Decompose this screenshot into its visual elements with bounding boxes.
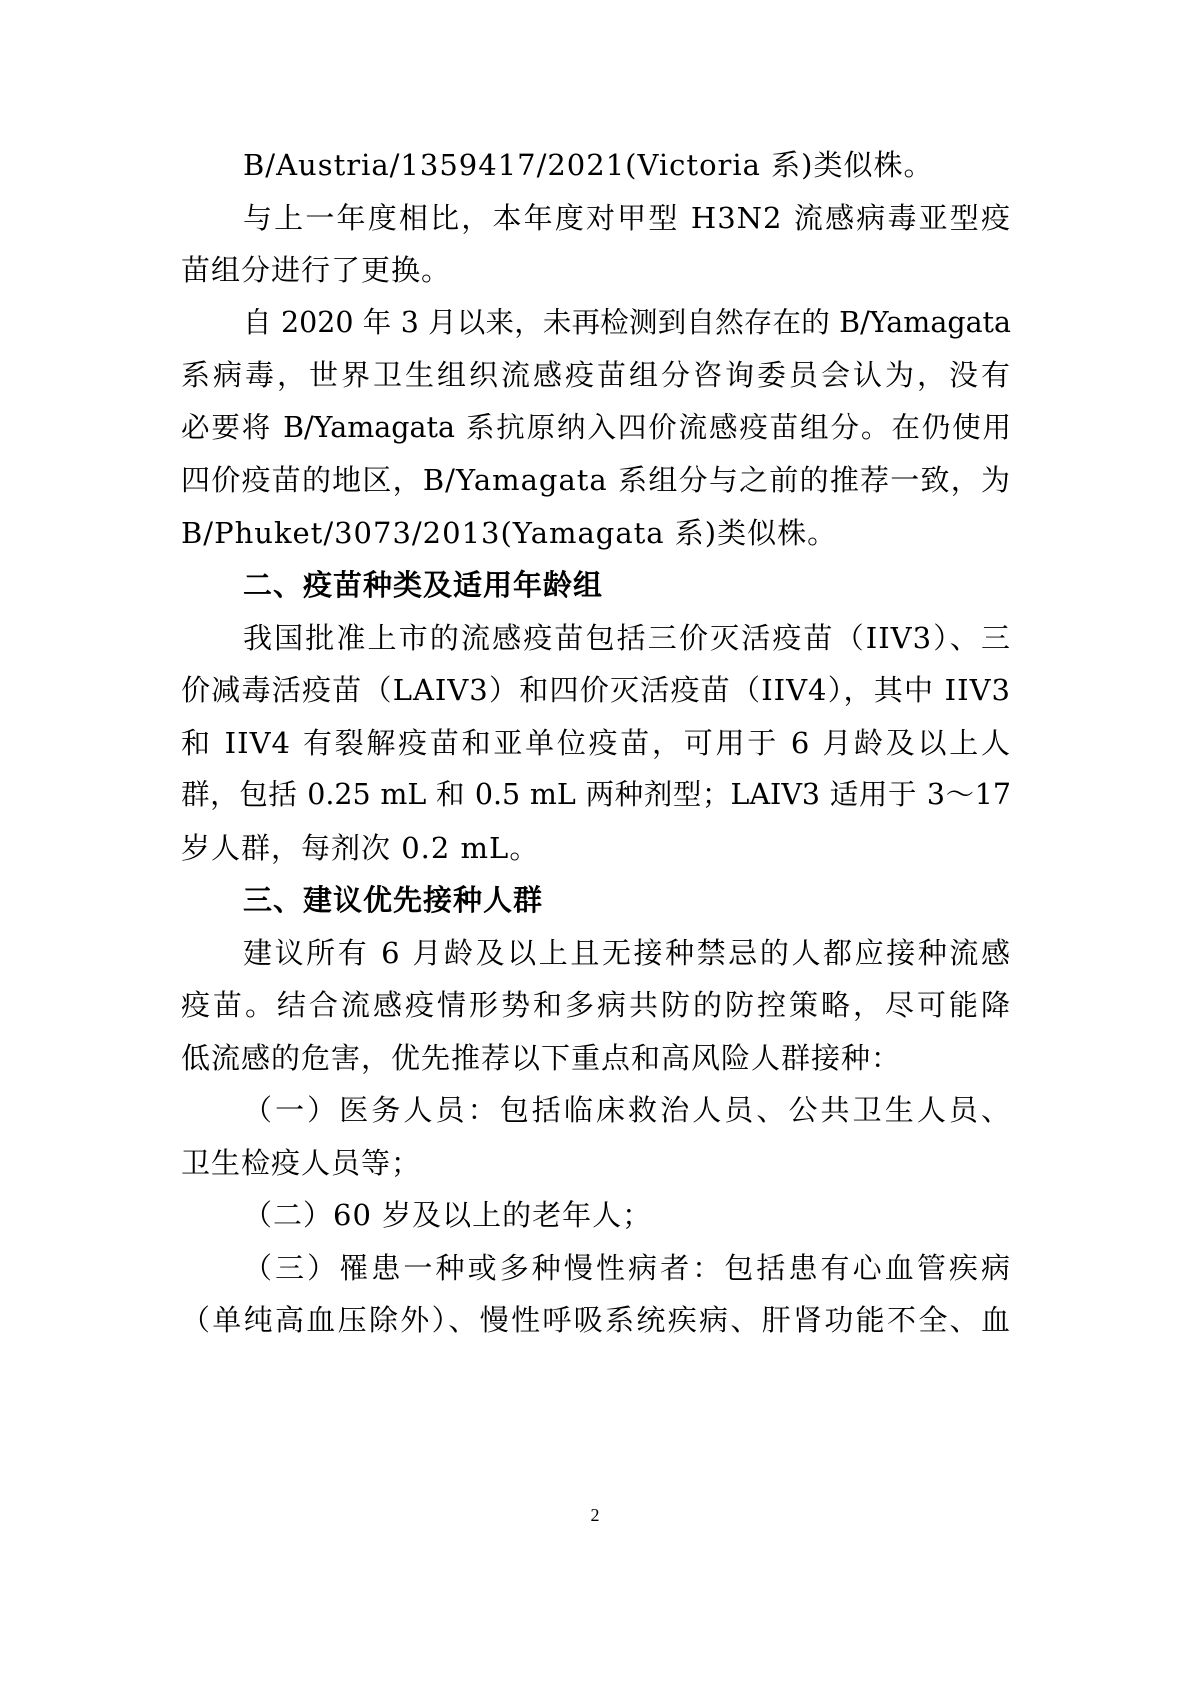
text-line: 价减毒活疫苗（LAIV3）和四价灭活疫苗（IIV4），其中 IIV3 xyxy=(181,673,1011,707)
text-line: 卫生检疫人员等； xyxy=(181,1146,422,1180)
section-heading: 三、建议优先接种人群 xyxy=(243,883,544,917)
section-heading: 二、疫苗种类及适用年龄组 xyxy=(243,568,604,602)
text-line: （二）60 岁及以上的老年人； xyxy=(243,1198,653,1232)
text-line: 四价疫苗的地区，B/Yamagata 系组分与之前的推荐一致，为 xyxy=(181,463,1011,497)
text-line: （三）罹患一种或多种慢性病者：包括患有心血管疾病 xyxy=(243,1251,1011,1285)
text-line: 和 IIV4 有裂解疫苗和亚单位疫苗，可用于 6 月龄及以上人 xyxy=(181,726,1011,760)
text-line: 与上一年度相比，本年度对甲型 H3N2 流感病毒亚型疫 xyxy=(243,201,1011,235)
text-line: 建议所有 6 月龄及以上且无接种禁忌的人都应接种流感 xyxy=(243,936,1011,970)
page-number: 2 xyxy=(590,1505,600,1525)
text-line: 低流感的危害，优先推荐以下重点和高风险人群接种： xyxy=(181,1041,902,1075)
text-line: 群，包括 0.25 mL 和 0.5 mL 两种剂型；LAIV3 适用于 3～17 xyxy=(181,778,1011,811)
text-line: B/Austria/1359417/2021(Victoria 系)类似株。 xyxy=(243,148,934,182)
text-line: 疫苗。结合流感疫情形势和多病共防的防控策略，尽可能降 xyxy=(181,988,1011,1022)
text-line: 我国批准上市的流感疫苗包括三价灭活疫苗（IIV3）、三 xyxy=(243,621,1011,655)
text-line: （单纯高血压除外）、慢性呼吸系统疾病、肝肾功能不全、血 xyxy=(181,1303,1011,1337)
text-line: 必要将 B/Yamagata 系抗原纳入四价流感疫苗组分。在仍使用 xyxy=(181,411,1011,444)
text-line: 苗组分进行了更换。 xyxy=(181,253,452,287)
text-line: （一）医务人员：包括临床救治人员、公共卫生人员、 xyxy=(243,1093,1011,1127)
text-line: 岁人群，每剂次 0.2 mL。 xyxy=(181,831,540,865)
text-line: 自 2020 年 3 月以来，未再检测到自然存在的 B/Yamagata xyxy=(243,306,1011,339)
text-line: B/Phuket/3073/2013(Yamagata 系)类似株。 xyxy=(181,516,838,550)
text-line: 系病毒，世界卫生组织流感疫苗组分咨询委员会认为，没有 xyxy=(181,358,1011,392)
